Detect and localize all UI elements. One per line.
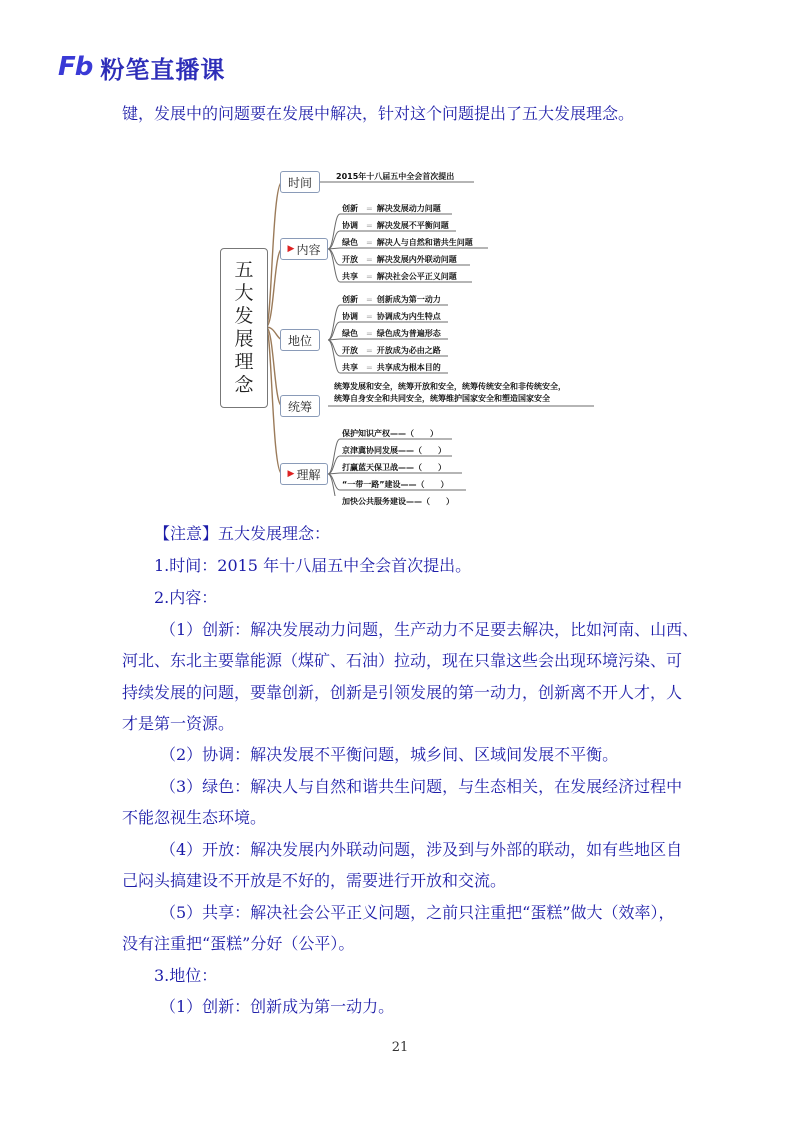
body-line: 持续发展的问题，要靠创新，创新是引领发展的第一动力，创新离不开人才，人: [122, 683, 683, 702]
node-content-label: 内容: [296, 242, 321, 257]
status-item: 绿色 = 绿色成为普遍形态: [342, 329, 441, 338]
root-char: 理: [234, 351, 254, 373]
root-char: 展: [234, 328, 254, 350]
root-char: 发: [234, 305, 254, 327]
node-content: [280, 238, 328, 260]
body-line: （3）绿色：解决人与自然和谐共生问题，与生态相关，在发展经济过程中: [160, 777, 683, 796]
body-line: （1）创新：解决发展动力问题，生产动力不足要去解决，比如河南、山西、: [160, 620, 699, 639]
node-time-label: 时间: [287, 175, 312, 190]
understand-item: 加快公共服务建设——（ ）: [342, 497, 454, 506]
body-line: 才是第一资源。: [122, 714, 235, 733]
status-item: 共享 = 共享成为根本目的: [342, 363, 441, 372]
node-overall-label: 统筹: [287, 399, 312, 414]
flag-icon: ▶: [287, 244, 295, 254]
content-item: 协调 = 解决发展不平衡问题: [342, 221, 449, 230]
content-item: 共享 = 解决社会公平正义问题: [342, 272, 457, 281]
mindmap-figure: [216, 162, 598, 506]
body-line: 1.时间：2015 年十八届五中全会首次提出。: [154, 556, 472, 575]
node-understand: [280, 463, 328, 485]
body-line: （4）开放：解决发展内外联动问题，涉及到与外部的联动，如有些地区自: [160, 840, 683, 859]
body-line: 2.内容：: [154, 588, 218, 607]
root-char: 五: [234, 259, 254, 281]
body-line: 3.地位：: [154, 966, 218, 985]
node-understand-label: 理解: [296, 467, 321, 482]
body-line: （1）创新：创新成为第一动力。: [160, 997, 395, 1016]
node-overall: [280, 395, 320, 417]
note-heading: 【注意】五大发展理念：: [154, 524, 331, 543]
logo-text: 粉笔直播课: [100, 55, 226, 84]
brand-logo: [58, 50, 225, 84]
body-line: 不能忽视生态环境。: [122, 808, 267, 827]
body-line: 己闷头搞建设不开放是不好的，需要进行开放和交流。: [122, 871, 507, 890]
body-line: 没有注重把“蛋糕”分好（公平）。: [122, 934, 355, 953]
overall-line: 统筹发展和安全，统筹开放和安全，统筹传统安全和非传统安全，: [334, 382, 566, 391]
time-text: 2015年十八届五中全会首次提出: [336, 172, 455, 181]
flag-icon: ▶: [287, 469, 295, 479]
status-item: 创新 = 创新成为第一动力: [342, 295, 441, 304]
logo-mark: Fb: [58, 52, 93, 82]
node-time: [280, 171, 320, 193]
page-number: 21: [391, 1040, 409, 1055]
node-status-label: 地位: [287, 333, 312, 348]
node-status: [280, 329, 320, 351]
body-line: 河北、东北主要靠能源（煤矿、石油）拉动，现在只靠这些会出现环境污染、可: [122, 651, 683, 670]
understand-item: “一带一路”建设——（ ）: [342, 480, 449, 489]
content-item: 创新 = 解决发展动力问题: [342, 204, 441, 213]
status-item: 开放 = 开放成为必由之路: [342, 346, 441, 355]
root-char: 大: [234, 282, 254, 304]
content-item: 绿色 = 解决人与自然和谐共生问题: [342, 238, 473, 247]
mindmap-root: [220, 248, 268, 408]
content-item: 开放 = 解决发展内外联动问题: [342, 255, 457, 264]
status-item: 协调 = 协调成为内生特点: [342, 312, 441, 321]
body-line: （5）共享：解决社会公平正义问题，之前只注重把“蛋糕”做大（效率），: [160, 903, 675, 922]
understand-item: 京津冀协同发展——（ ）: [342, 446, 446, 455]
understand-item: 保护知识产权——（ ）: [342, 429, 438, 438]
root-char: 念: [234, 374, 254, 396]
overall-line: 统筹自身安全和共同安全，统筹维护国家安全和塑造国家安全: [334, 394, 550, 403]
body-line: （2）协调：解决发展不平衡问题，城乡间、区域间发展不平衡。: [160, 745, 619, 764]
intro-line: 键，发展中的问题要在发展中解决，针对这个问题提出了五大发展理念。: [122, 104, 635, 123]
understand-item: 打赢蓝天保卫战——（ ）: [342, 463, 446, 472]
